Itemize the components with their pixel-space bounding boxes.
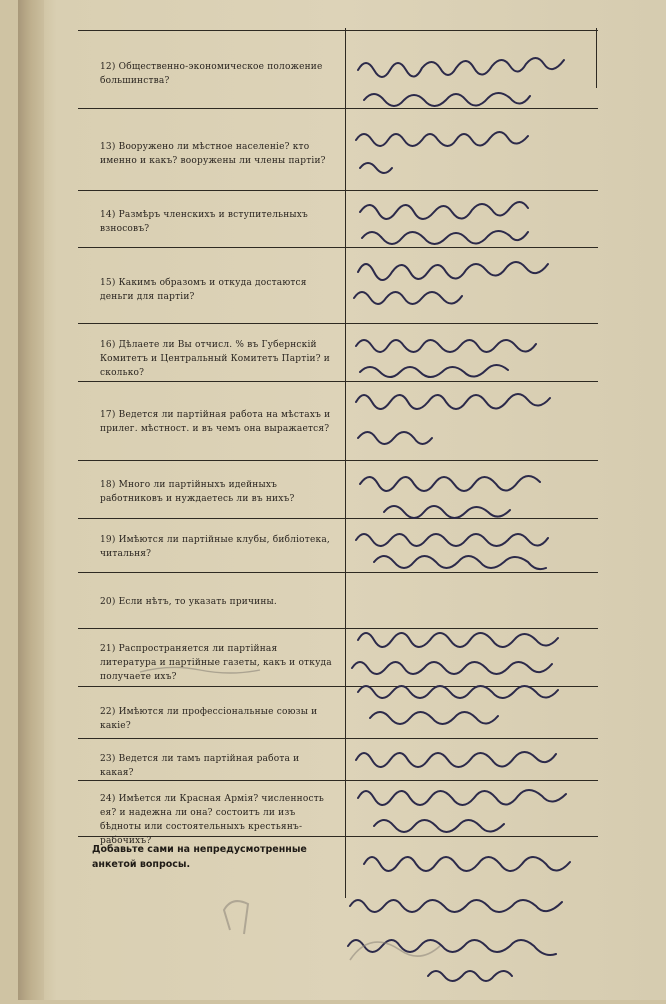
question-15: 15) Какимъ образомъ и откуда достаются деньги для партіи?: [100, 278, 307, 302]
handwritten-answer-24: [358, 790, 566, 832]
handwritten-answer-21: [352, 633, 558, 674]
question-13: 13) Вооружено ли мѣстное населеніе? кто именно и какъ? вооружены ли члены партіи?: [100, 142, 326, 166]
handwritten-answer-23: [356, 752, 556, 767]
question-19: 19) Имѣются ли партійные клубы, библіотека, читальня?: [100, 535, 330, 559]
question-23: 23) Ведется ли тамъ партійная работа и какая?: [100, 754, 300, 778]
handwritten-answer-19: [356, 534, 548, 569]
question-21: 21) Распространяется ли партійная литература и партійные газеты, какъ и откуда получаете ихъ?: [100, 644, 332, 682]
question-20: 20) Если нѣтъ, то указать причины.: [100, 597, 277, 607]
handwritten-answer-15: [354, 262, 548, 304]
question-14: 14) Размѣръ членскихъ и вступительныхъ взносовъ?: [100, 210, 308, 234]
handwritten-answer-12: [358, 58, 564, 106]
page-binding-fold: [18, 0, 44, 1000]
handwritten-answer-17: [356, 394, 550, 444]
question-16: 16) Дѣлаете ли Вы отчисл. % въ Губернскій Комитетъ и Центральный Комитетъ Партіи? и сколько?: [100, 340, 331, 378]
question-12: 12) Общественно-экономическое положение большинства?: [100, 62, 323, 86]
handwritten-answer-18: [360, 476, 540, 518]
question-17: 17) Ведется ли партійная работа на мѣстахъ и прилег. мѣстност. и въ чемъ она выражается?: [100, 410, 331, 434]
add-questions-note: Добавьте сами на непредусмотренные анкетой вопросы.: [92, 844, 307, 870]
handwritten-answer-22: [358, 686, 558, 724]
handwritten-answer-14: [360, 202, 528, 244]
handwritten-answer-13: [356, 132, 528, 173]
question-24: 24) Имѣется ли Красная Армія? численность ея? и надежна ли она? состоитъ ли изъ бѣдноты или состоятельныхъ крестьянъ-рабочихъ?: [100, 794, 324, 846]
question-22: 22) Имѣются ли профессіональные союзы и какіе?: [100, 707, 318, 731]
handwritten-answer-16: [356, 340, 536, 377]
handwritten-additional-notes: [348, 857, 570, 981]
handwritten-answers: [344, 0, 666, 1000]
question-18: 18) Много ли партійныхъ идейныхъ работниковъ и нуждаетесь ли въ нихъ?: [100, 480, 295, 504]
